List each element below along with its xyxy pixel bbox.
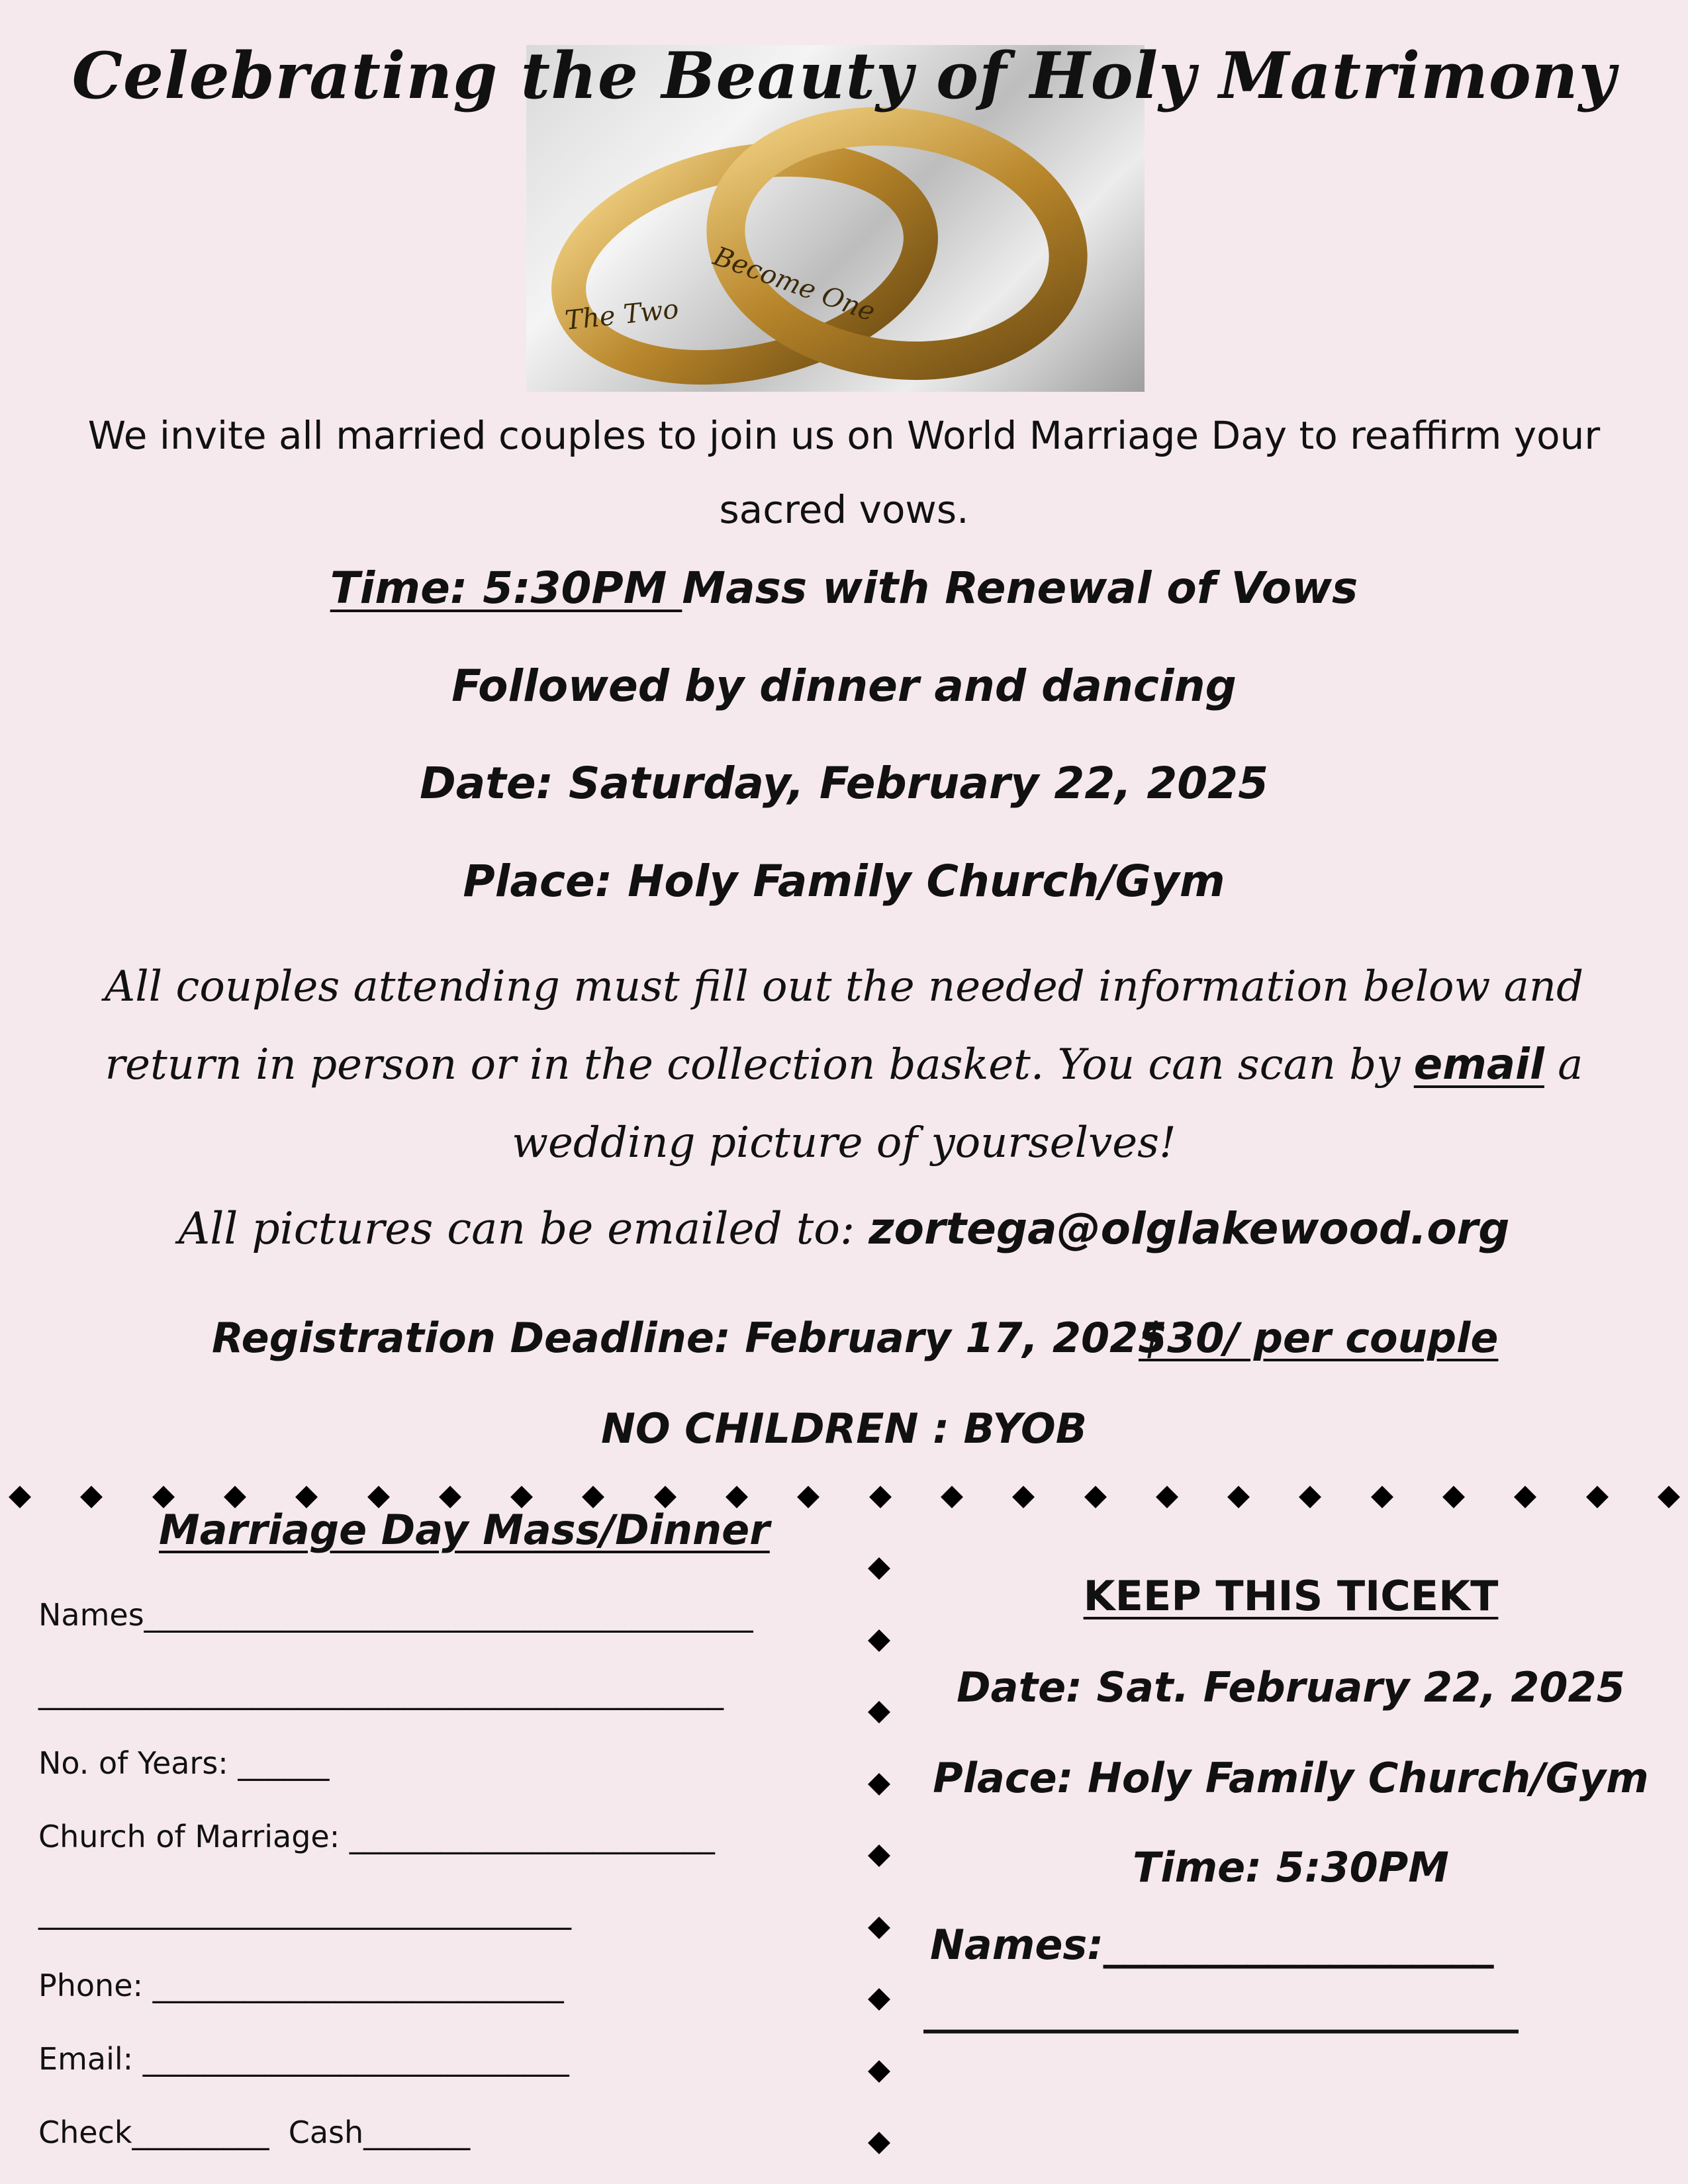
ticket-time: Time: 5:30PM [1133, 1843, 1449, 1891]
diamond-bullet [1156, 1486, 1178, 1508]
names-field[interactable]: Names________________________________________ [38, 1597, 753, 1633]
intro-text: We invite all married couples to join us on World Marriage Day to reaffirm your sacred vows. [87, 413, 1601, 532]
ticket-names-field-line2[interactable]: _____________________________ [923, 1985, 1519, 2034]
diamond-bullet [9, 1486, 31, 1508]
years-field[interactable]: No. of Years: ______ [38, 1745, 330, 1781]
diamond-bullet [868, 1557, 890, 1580]
price: $30/ per couple [1139, 1314, 1499, 1362]
diamond-bullet [510, 1486, 533, 1508]
email-address[interactable]: zortega@olglakewood.org [868, 1203, 1510, 1254]
diamond-bullet [868, 1917, 890, 1939]
diamond-bullet [224, 1486, 246, 1508]
diamond-bullet [1227, 1486, 1250, 1508]
email-prefix: All pictures can be emailed to: [178, 1203, 869, 1254]
diamond-bullet [367, 1486, 390, 1508]
diamond-bullet [1514, 1486, 1536, 1508]
diamond-bullet [654, 1486, 677, 1508]
diamond-bullet [1442, 1486, 1465, 1508]
time-label: Time: 5:30PM [330, 563, 682, 614]
instructions-after: a wedding picture of yourselves! [512, 1040, 1583, 1167]
church-field[interactable]: Church of Marriage: ________________________ [38, 1819, 715, 1854]
event-date: Date: Saturday, February 22, 2025 [419, 758, 1269, 809]
diamond-bullet [868, 2060, 890, 2083]
diamond-bullet [582, 1486, 604, 1508]
registration-deadline: Registration Deadline: February 17, 2025 [212, 1314, 1167, 1362]
event-place: Place: Holy Family Church/Gym [463, 856, 1225, 907]
ring-text-right: Become One [709, 241, 879, 328]
email-field[interactable]: Email: ____________________________ [38, 2041, 569, 2077]
ticket-names-field[interactable]: Names:___________________ [930, 1921, 1494, 1969]
ticket-place: Place: Holy Family Church/Gym [933, 1754, 1649, 1802]
followed-by-line: Followed by dinner and dancing [451, 660, 1237, 711]
instructions-text [73, 948, 1615, 1182]
diamond-bullet [152, 1486, 175, 1508]
diamond-bullet [868, 1844, 890, 1867]
diamond-bullet [295, 1486, 318, 1508]
names-field-line2[interactable]: _____________________________________________ [38, 1674, 724, 1710]
diamond-bullet [1586, 1486, 1609, 1508]
diamond-bullet [868, 2132, 890, 2154]
diamond-bullet [941, 1486, 963, 1508]
ring-text-left: The Two [563, 294, 680, 336]
ticket-date: Date: Sat. February 22, 2025 [957, 1663, 1625, 1711]
diamond-bullet [80, 1486, 103, 1508]
form-title: Marriage Day Mass/Dinner [159, 1506, 770, 1554]
email-link-word[interactable]: email [1413, 1040, 1544, 1089]
payment-field[interactable]: Check_________ Cash_______ [38, 2115, 471, 2150]
diamond-bullet [1299, 1486, 1321, 1508]
email-line [0, 1203, 1688, 1254]
church-field-line2[interactable]: ___________________________________ [38, 1894, 571, 1930]
diamond-bullet [868, 1629, 890, 1652]
time-description: Mass with Renewal of Vows [682, 563, 1358, 614]
no-children-note: NO CHILDREN : BYOB [600, 1404, 1088, 1453]
diamond-bullet [868, 1701, 890, 1723]
diamond-bullet [1371, 1486, 1393, 1508]
diamond-bullet [868, 1773, 890, 1796]
diamond-bullet [1658, 1486, 1680, 1508]
flyer-title: Celebrating the Beauty of Holy Matrimony [71, 38, 1617, 113]
phone-field[interactable]: Phone: ___________________________ [38, 1968, 564, 2003]
diamond-bullet [869, 1486, 892, 1508]
diamond-bullet [1084, 1486, 1107, 1508]
diamond-bullet [797, 1486, 820, 1508]
time-line [0, 563, 1688, 614]
diamond-bullet [868, 1988, 890, 2011]
diamond-bullet [439, 1486, 461, 1508]
ticket-title: KEEP THIS TICEKT [1083, 1572, 1499, 1620]
diamond-bullet [726, 1486, 748, 1508]
diamond-bullet [1012, 1486, 1035, 1508]
instructions-before: All couples attending must fill out the needed information below and return in person or in the collection basket. You can scan by [104, 962, 1584, 1089]
